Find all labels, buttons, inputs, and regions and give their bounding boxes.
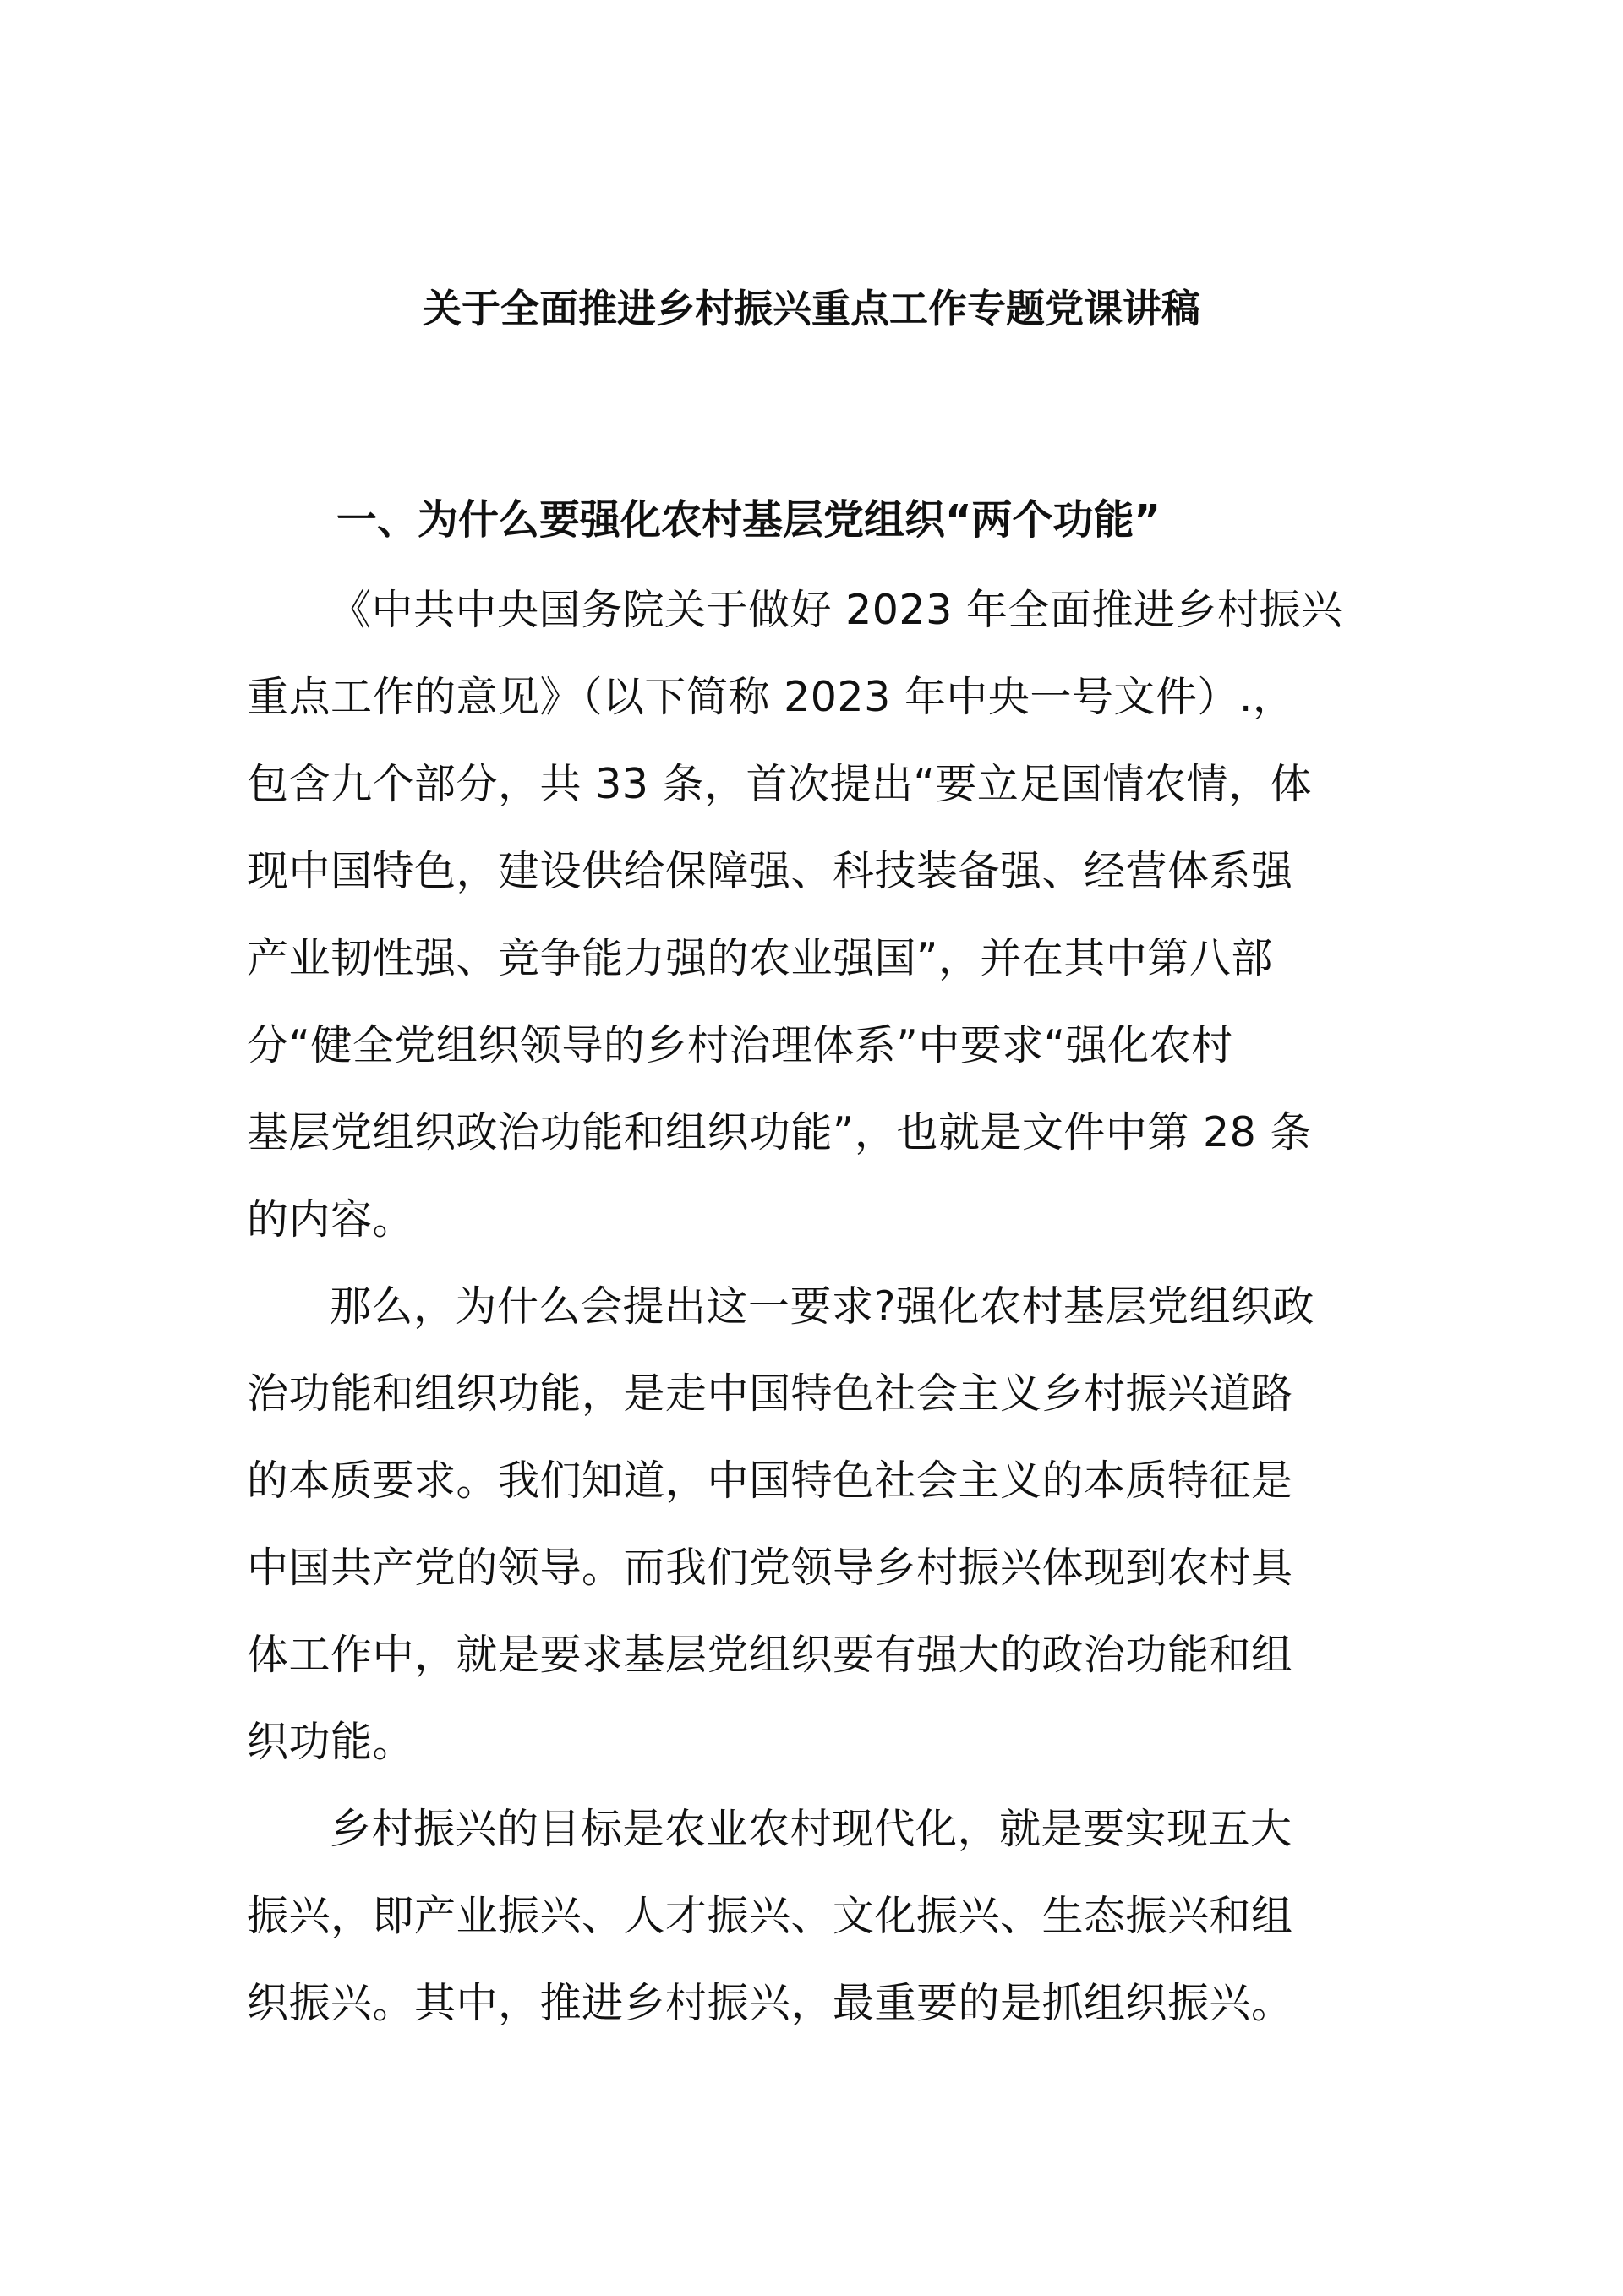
paragraph-3 (247, 1785, 1396, 2047)
text-line: 的内容。 (247, 1195, 415, 1244)
text-line: 产业韧性强、竞争能力强的农业强国”，并在其中第八部 (247, 934, 1273, 982)
text-line: 织振兴。其中，推进乡村振兴，最重要的是抓组织振兴。 (247, 1979, 1293, 2027)
text-line: 《中共中央国务院关于做好 2023 年全面推进乡村振兴 (330, 586, 1343, 634)
text-line: 的本质要求。我们知道，中国特色社会主义的本质特征是 (247, 1457, 1293, 1505)
text-line: 体工作中，就是要求基层党组织要有强大的政治功能和组 (247, 1631, 1293, 1679)
text-line: 包含九个部分，共 33 条，首次提出“要立足国情农情，体 (247, 760, 1312, 808)
section-heading: 一、为什么要强化农村基层党组织“两个功能” (336, 496, 1161, 544)
text-line: 振兴，即产业振兴、人才振兴、文化振兴、生态振兴和组 (247, 1892, 1293, 1940)
text-line: 基层党组织政治功能和组织功能”，也就是文件中第 28 条 (247, 1108, 1312, 1156)
text-line: 现中国特色，建设供给保障强、科技装备强、经营体系强 (247, 847, 1293, 895)
paragraph-1 (247, 566, 1396, 1263)
text-line: 治功能和组织功能，是走中国特色社会主义乡村振兴道路 (247, 1369, 1293, 1418)
text-line: 织功能。 (247, 1718, 415, 1766)
paragraph-2 (247, 1263, 1396, 1785)
text-line: 乡村振兴的目标是农业农村现代化，就是要实现五大 (330, 1805, 1292, 1853)
text-line: 分“健全党组织领导的乡村治理体系”中要求“强化农村 (247, 1021, 1233, 1069)
text-line: 重点工作的意见》（以下简称 2023 年中央一号文件）.， (247, 673, 1295, 721)
document-title: 关于全面推进乡村振兴重点工作专题党课讲稿 (423, 286, 1200, 331)
text-line: 中国共产党的领导。而我们党领导乡村振兴体现到农村具 (247, 1544, 1293, 1592)
text-line: 那么，为什么会提出这一要求?强化农村基层党组织政 (330, 1282, 1315, 1331)
document-body (247, 566, 1396, 2047)
